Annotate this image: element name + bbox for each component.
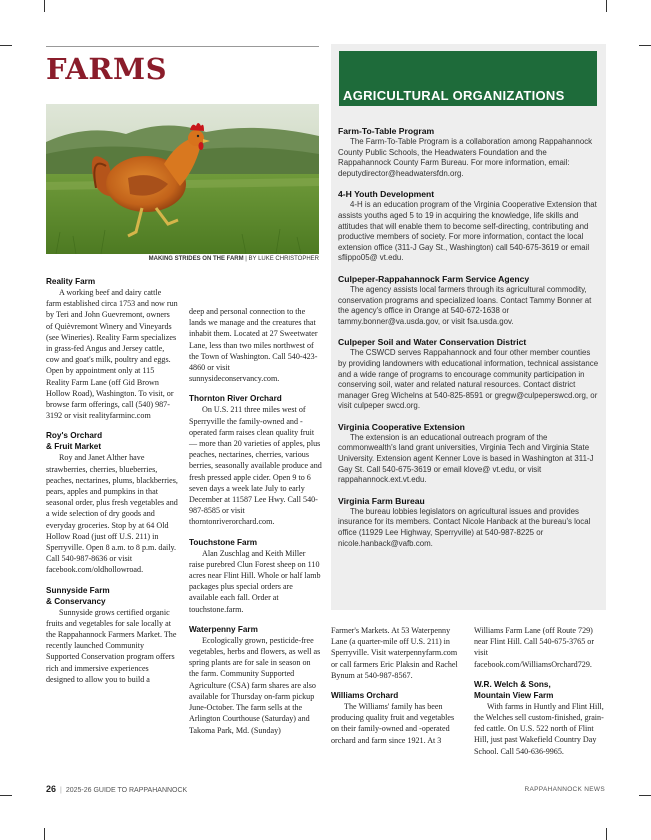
org-body: 4-H is an education program of the Virginia Cooperative Extension that assists youths aged 5 to 19 in acquiring the knowledge, life skills and attitudes that will enable them to become self-directing, contributing and productive members of society. For more information, contact the local extension office (311-J Gay St., Washington) call 540-675-3619 or email sflippo05@ vt.edu. <box>338 200 597 263</box>
org-body: The CSWCD serves Rappahannock and four other member counties by providing landowners with educational information, technical assistance and a wide range of programs to encourage community participation in conserving soil, water and related natural resources. Contact district manager Greg Wichelns at 540-825-8591 or gregw@culpeperswcd.org, or visit culpeper swcd.org. <box>338 348 599 411</box>
reality-farm-heading: Reality Farm <box>46 277 96 286</box>
waterpenny-farm-body: Ecologically grown, pesticide-free vegetables, herbs and flowers, as well as spring plants are for sale in season on the farm. Community Supported Agriculture (CSA) farm shares are also available for Thursday on-farm pickup June-October. The farm sells at the Arlington Courthouse (Saturday) and Takoma Park, Md. (Sunday) <box>189 635 321 735</box>
agricultural-organizations-list <box>338 126 600 549</box>
org-body: The agency assists local farmers through its agricultural commodity, conservation programs and specialized loans. Contact Tammy Bonner at the agency's office in Orange at 540-672-1638 or tammy.bonner@va.usda.gov, or visit fsa.usda.gov. <box>338 284 592 326</box>
org-title: Culpeper-Rappahannock Farm Service Agency <box>338 273 530 284</box>
footer-left: 26 | 2025-26 GUIDE TO RAPPAHANNOCK <box>46 784 188 794</box>
farms-column-3 <box>331 625 464 746</box>
sunnyside-farm-heading: Sunnyside Farm & Conservancy <box>46 585 110 606</box>
williams-orchard-body: The Williams' family has been producing quality fruit and vegetables on their family-owned and -operated orchard and farm since 1921. At 3 <box>331 702 455 745</box>
org-title: 4-H Youth Development <box>338 189 435 200</box>
org-title: Culpeper Soil and Water Conservation District <box>338 337 527 348</box>
thornton-river-orchard-heading: Thornton River Orchard <box>189 394 282 404</box>
section-title: FARMS <box>46 52 168 86</box>
waterpenny-farm-heading: Waterpenny Farm <box>189 624 258 634</box>
welch-farm-body: With farms in Huntly and Flint Hill, the Welches sell custom-finished, grain-fed cattle. On U.S. 522 north of Flint Hill, just past Wakefield Country Day School. Call 540-636-9965. <box>474 701 604 756</box>
farms-column-2 <box>189 306 322 736</box>
org-body: The bureau lobbies legislators on agricultural issues and provides insurance for its members. Contact Nicole Hanback at the bureau's local office (11929 Lee Highway, Sperryville) at 540-987-8225 or nicole.hanback@vafb.com. <box>338 506 591 548</box>
photo-caption <box>46 256 319 262</box>
org-title: Virginia Farm Bureau <box>338 495 425 506</box>
rooster-photo <box>46 104 319 254</box>
org-body: The extension is an educational outreach program of the commonwealth's land grant universities, Virginia Tech and Virginia State University. Extension agent Kenner Love is based in Washington at 311-J Gay St. Call 540-675-3619 or email klove@ vt.edu, or visit rappahannock.ext.vt.edu. <box>338 432 594 485</box>
sunnyside-farm-body: Sunnyside grows certified organic fruits and vegetables for sale locally at the Rappahannock Farmers Market. The recently launched Community Supported Conservation program offers rich and immersive experiences designed to allow you to build a <box>46 607 177 684</box>
org-body: The Farm-To-Table Program is a collaboration among Rappahannock County Public Schools, the Headwaters Foundation and the Rappahannock County Farm Bureau. For more information, email: deputydirector@headwatersfdn.org. <box>338 137 593 178</box>
agricultural-organizations-header <box>339 51 597 106</box>
header-rule <box>46 46 319 47</box>
roys-orchard-heading: Roy's Orchard & Fruit Market <box>46 431 103 452</box>
farms-column-1 <box>46 276 178 685</box>
sunnyside-farm-body-cont: deep and personal connection to the lands we manage and the creatures that inhabit them. Located at 27 Sweetwater Lane, less than two miles northwest of the Town of Washington. Call 540-423-4860 or visit sunnysideconservancy.com. <box>189 307 318 384</box>
caption-credit: | BY LUKE CHRISTOPHER <box>243 256 319 262</box>
welch-farm-heading: W.R. Welch & Sons, Mountain View Farm <box>474 679 554 700</box>
reality-farm-body: A working beef and dairy cattle farm established circa 1753 and now run by Teri and John Guevremont, owners of Quièvremont Winery and Vineyards (see Wineries). Reality Farm specializes in grass-fed Angus and Jersey cattle, cow and goat's milk, poultry and eggs. Open by appointment only at 115 Reality Farm Lane (off Gid Brown Hollow Road), Washington. To visit, or browse farm offerings, call (540) 987-3192 or visit realityfarminc.com <box>46 288 178 421</box>
org-title: Virginia Cooperative Extension <box>338 421 465 432</box>
agricultural-organizations-title: AGRICULTURAL ORGANIZATIONS <box>343 88 565 103</box>
org-title: Farm-To-Table Program <box>338 126 435 136</box>
thornton-river-orchard-body: On U.S. 211 three miles west of Sperryville the family-owned and -operated farm raises clean quality fruit — more than 20 varieties of apples, plus peaches, nectarines, cherries, various berries, seasonally available produce and fresh pressed apple cider. Open 9 to 6 seven days a week late July to early December at 11587 Lee Hwy. Call 540-987-8585 or visit thorntonriverorchard.com. <box>189 405 322 527</box>
footer-right: RAPPAHANNOCK NEWS <box>524 786 605 793</box>
waterpenny-farm-body-cont: Farmer's Markets. At 53 Waterpenny Lane (a quarter-mile off U.S. 211) in Sperryville. Visit waterpennyfarm.com or call farmers Eric Plaksin and Rachel Bynum at 540-987-8567. <box>331 626 458 680</box>
touchstone-farm-heading: Touchstone Farm <box>189 537 258 547</box>
farms-column-4 <box>474 625 607 757</box>
roys-orchard-body: Roy and Janet Alther have strawberries, cherries, blueberries, peaches, nectarines, plums, blackberries, pears, apples and pumpkins in that seasonal order, plus fresh vegetables and a wide selection of dry goods and everyday groceries. Stop by at 64 Old Hollow Road (just off U.S. 211) in Sperryville. Open 8 a.m. to 8 p.m. daily. Call 540-987-8636 or visit facebook.com/oldhollowroad. <box>46 453 178 575</box>
publication-name: 2025-26 GUIDE TO RAPPAHANNOCK <box>65 787 188 794</box>
touchstone-farm-body: Alan Zuschlag and Keith Miller raise purebred Clun Forest sheep on 110 acres near Flint Hill. Whole or half lamb packages plus special orders are available each fall. Order at touchstone.farm. <box>189 548 321 614</box>
williams-orchard-body-cont: Williams Farm Lane (off Route 729) near Flint Hill. Call 540-675-3765 or visit facebook.com/WilliamsOrchard729. <box>474 626 595 669</box>
williams-orchard-heading: Williams Orchard <box>331 691 399 701</box>
caption-title: MAKING STRIDES ON THE FARM <box>148 256 244 262</box>
page-number: 26 <box>46 784 57 794</box>
